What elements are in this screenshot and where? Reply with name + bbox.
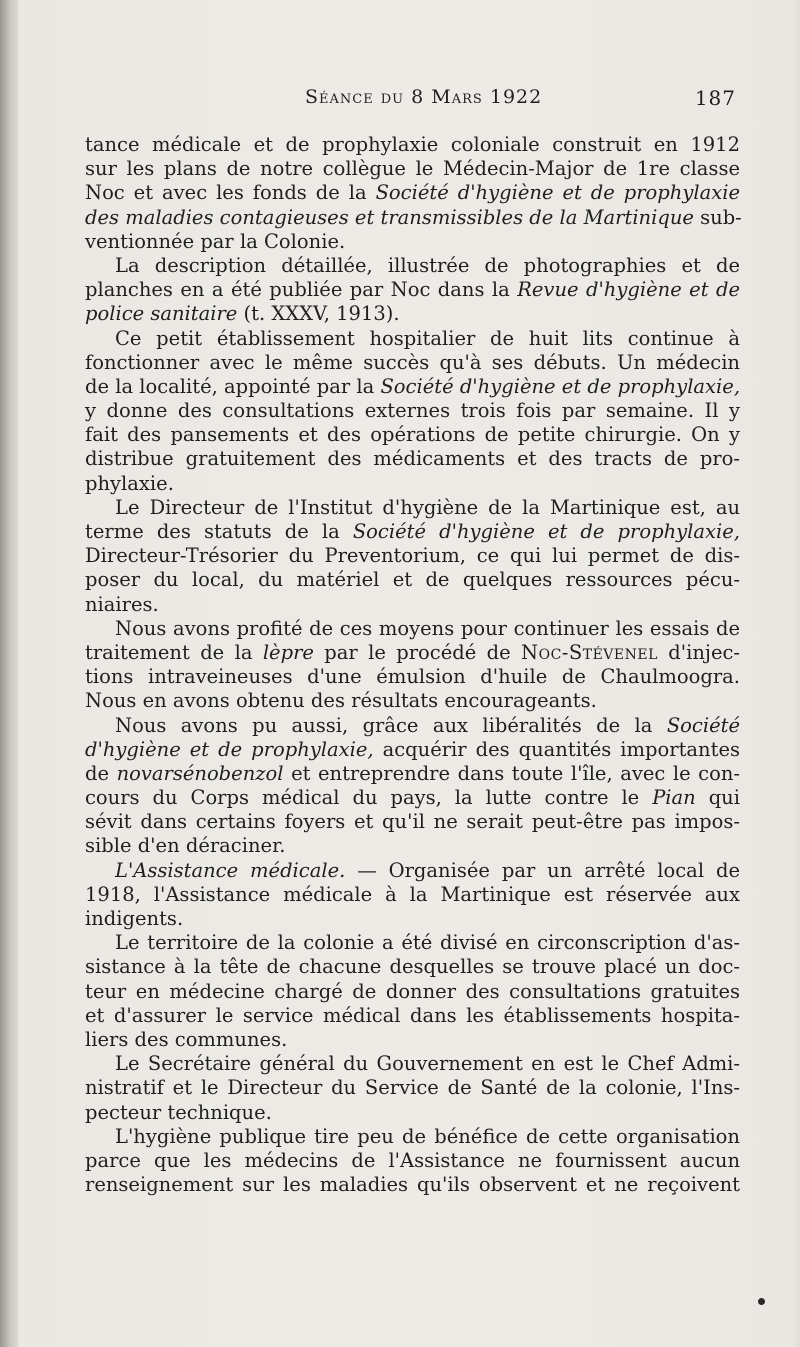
text-line [85,472,740,496]
text-segment: planches en a été publiée par Noc dans la [85,278,518,302]
italic-text: L'Assistance médicale. [115,858,346,882]
text-segment: 1918, l'Assistance médicale à la Martinique est réservée aux [85,882,740,906]
text-segment: sur les plans de notre collègue le Médecin-Major de 1re classe [85,157,740,181]
text-segment: — Organisée par un arrêté local de [345,858,740,882]
text-line [85,1125,740,1149]
text-line [85,230,740,254]
text-segment: y donne des consultations externes trois fois par semaine. Il y [85,399,740,423]
text-segment: fonctionner avec le même succès qu'à ses débuts. Un médecin [85,350,740,374]
text-line [85,351,740,375]
text-segment: d'injec- [657,640,740,664]
text-segment: Le Directeur de l'Institut d'hygiène de la Martinique est, au [115,495,740,519]
text-line [85,762,740,786]
text-line [85,375,740,399]
italic-text: Pian [652,786,696,810]
ink-speck [758,1298,765,1305]
text-segment: (t. XXXV, 1913). [237,302,400,326]
text-line [85,859,740,883]
text-segment: acquérir des quantités importantes [373,737,740,761]
text-segment: poser du local, du matériel et de quelques ressources pécu- [85,568,740,592]
text-line [85,907,740,931]
text-line [85,399,740,423]
text-segment: cours du Corps médical du pays, la lutte contre le [85,786,653,810]
italic-text: police sanitaire [85,302,238,326]
italic-text: lèpre [262,640,314,664]
text-segment: Nous avons pu aussi, grâce aux libéralités de la [115,713,667,737]
text-segment: fait des pansements et des opérations de petite chirurgie. On y [85,423,740,447]
text-line [85,593,740,617]
text-segment: ventionnée par la Colonie. [85,229,346,253]
text-segment: sible d'en déraciner. [85,834,286,858]
text-line [85,133,740,157]
small-caps-text: Noc-Stévenel [521,640,658,664]
text-line [85,955,740,979]
text-segment: par le procédé de [313,640,522,664]
text-segment: sub- [693,205,742,229]
text-segment: tions intraveineuses d'une émulsion d'huile de Chaulmoogra. [85,665,740,689]
text-segment: sévit dans certains foyers et qu'il ne serait peut-être pas impos- [85,810,740,834]
text-line [85,1004,740,1028]
italic-text: Société d'hygiène et de prophylaxie [375,181,740,205]
text-segment: traitement de la [85,640,263,664]
italic-text: des maladies contagieuses et transmissibles de la Martinique [85,205,694,229]
text-line [85,714,740,738]
text-segment: L'hygiène publique tire peu de bénéfice de cette organisation [115,1124,740,1148]
text-line [85,1149,740,1173]
text-segment: Ce petit établissement hospitalier de huit lits continue à [115,326,740,350]
text-segment: de la localité, appointé par la [85,374,381,398]
text-line [85,980,740,1004]
text-line [85,641,740,665]
text-segment: pecteur technique. [85,1100,272,1124]
text-segment: Le Secrétaire général du Gouvernement en est le Chef Admi- [115,1052,740,1076]
text-line [85,157,740,181]
italic-text: Société d'hygiène et de prophylaxie, [380,374,741,398]
text-line [85,206,740,230]
text-line [85,447,740,471]
text-line [85,278,740,302]
text-line [85,786,740,810]
text-segment: Noc et avec les fonds de la [85,181,376,205]
italic-text: Société [666,713,740,737]
text-line [85,689,740,713]
text-segment: Directeur-Trésorier du Preventorium, ce qui lui permet de dis- [85,544,740,568]
text-line [85,544,740,568]
text-segment: parce que les médecins de l'Assistance ne fournissent aucun [85,1148,740,1172]
text-segment: distribue gratuitement des médicaments et des tracts de pro- [85,447,740,471]
text-line [85,665,740,689]
text-line [85,931,740,955]
text-segment: indigents. [85,907,184,930]
text-line [85,617,740,641]
text-segment: liers des communes. [85,1027,288,1051]
text-line [85,1028,740,1052]
text-segment: et d'assurer le service médical dans les établissements hospita- [85,1003,740,1027]
text-line [85,327,740,351]
text-line [85,302,740,326]
text-line [85,1101,740,1125]
text-line [85,496,740,520]
page-number: 187 [694,86,736,110]
book-gutter [0,0,18,1347]
text-line [85,834,740,858]
text-line [85,1076,740,1100]
text-line [85,568,740,592]
text-line [85,810,740,834]
running-head: Séance du 8 Mars 1922 [305,86,543,108]
text-line [85,1173,740,1197]
text-segment: et entreprendre dans toute l'île, avec le con- [283,761,740,785]
text-line [85,254,740,278]
text-segment: de [85,761,117,785]
text-segment: qui [695,786,740,810]
italic-text: Revue d'hygiène et de [517,278,740,302]
italic-text: Société d'hygiène et de prophylaxie, [352,520,740,543]
body-text [85,133,740,1197]
text-segment: teur en médecine chargé de donner des consultations gratuites [85,979,740,1003]
italic-text: d'hygiène et de prophylaxie, [85,737,374,761]
text-segment: terme des statuts de la [85,520,353,543]
text-line [85,883,740,907]
text-line [85,1052,740,1076]
text-line [85,423,740,447]
text-segment: sistance à la tête de chacune desquelles se trouve placé un doc- [85,955,740,979]
text-segment: La description détaillée, illustrée de photographies et de [115,253,740,277]
text-segment: tance médicale et de prophylaxie coloniale construit en 1912 [85,133,740,156]
text-segment: Nous en avons obtenu des résultats encourageants. [85,689,597,713]
page-header [85,86,740,116]
text-segment: nistratif et le Directeur du Service de Santé de la colonie, l'Ins- [85,1076,740,1100]
text-segment: Le territoire de la colonie a été divisé en circonscription d'as- [115,931,740,955]
text-segment: Nous avons profité de ces moyens pour continuer les essais de [115,616,740,640]
text-segment: niaires. [85,592,159,616]
text-line [85,520,740,544]
italic-text: novarsénobenzol [116,761,284,785]
text-line [85,738,740,762]
text-segment: phylaxie. [85,471,174,495]
text-segment: renseignement sur les maladies qu'ils observent et ne reçoivent [85,1173,740,1197]
text-line [85,181,740,205]
